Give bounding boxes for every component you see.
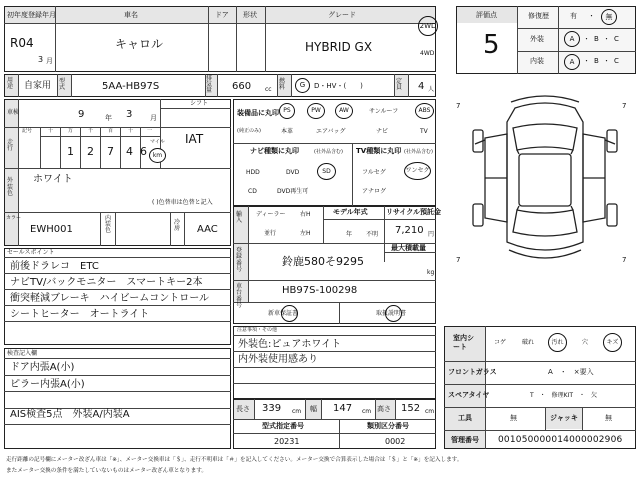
length-unit: cm xyxy=(292,408,302,415)
purpose-value: 自家用 xyxy=(24,81,52,91)
import-parallel: 並行 xyxy=(264,230,277,237)
inspection-month: 3 xyxy=(126,109,133,120)
tv-type-label: TV種類に丸印 xyxy=(356,147,402,155)
jack-label: ジャッキ xyxy=(550,414,578,422)
seat-option-yabure: 破れ xyxy=(522,339,535,346)
chassis-value: HB97S-100298 xyxy=(282,285,358,296)
manual: 取扱説明書 xyxy=(376,310,407,317)
degree-dot: ・ xyxy=(588,12,595,20)
width-label: 幅 xyxy=(310,405,317,413)
fuel-options: D・HV・( ) xyxy=(314,82,363,90)
recycle-label: リサイクル預託金 xyxy=(386,208,442,216)
capacity-value: 4 xyxy=(418,81,425,92)
seat-option-ana: 穴 xyxy=(582,339,589,346)
person-unit: 人 xyxy=(428,86,435,93)
cc-unit: cc xyxy=(265,86,272,93)
tool-label: 工具 xyxy=(458,414,472,422)
first-reg-label: 初年度登録年月 xyxy=(7,11,56,19)
first-reg-month: 3 xyxy=(38,55,44,64)
color-code-label: カラー xyxy=(6,215,22,221)
sunroof-label: サンルーフ xyxy=(369,108,399,115)
place-label-5: 一 xyxy=(147,128,153,134)
exterior-color-label: 外装色 xyxy=(7,177,14,198)
pw-circled: PW xyxy=(307,103,325,119)
model-year-label: モデル年式 xyxy=(333,208,368,216)
displacement-value: 660 xyxy=(232,81,252,92)
model-year-unknown: 不明 xyxy=(366,231,379,238)
aw-circled: AW xyxy=(335,103,353,119)
plate-label: 登録番号 xyxy=(236,247,243,273)
height-value: 152 xyxy=(401,403,421,414)
inspector-line-0: ドア内張A(小) xyxy=(10,362,75,373)
type-code-value: 20231 xyxy=(274,437,300,446)
diagram-mark-rear-left: 7 xyxy=(456,256,461,264)
leather-label: 本革 xyxy=(281,128,294,135)
mileage-digit-1: 2 xyxy=(87,145,94,158)
tv-type-note: (社外品含む) xyxy=(404,149,433,155)
inspection-year-unit: 年 xyxy=(105,114,112,122)
month-unit: 月 xyxy=(46,57,53,65)
type-code-label: 型式指定番号 xyxy=(262,422,304,430)
length-label: 長さ xyxy=(236,405,250,413)
width-value: 147 xyxy=(333,403,353,414)
inspection-year: 9 xyxy=(78,109,85,120)
tv-oneseg-circled: ワンセグ xyxy=(404,162,431,180)
shape-label: 形状 xyxy=(243,11,257,19)
tv-label: TV xyxy=(420,128,428,135)
place-label-0: 十 xyxy=(48,128,54,134)
car-name: キャロル xyxy=(115,37,164,51)
navi-type-label: ナビ種類に丸印 xyxy=(250,147,299,155)
notes-label: 注意事項・その他 xyxy=(237,327,278,333)
door-label: ドア xyxy=(215,11,229,19)
drive-2wd-circled: 2WD xyxy=(418,16,438,36)
grade-value: HYBRID GX xyxy=(305,40,373,54)
inspection-month-unit: 月 xyxy=(150,114,157,122)
tv-analog: アナログ xyxy=(362,188,387,195)
fuel-g-circled: G xyxy=(295,78,310,93)
ac-value: AAC xyxy=(197,224,218,235)
import-right-hand: 右H xyxy=(300,211,311,218)
car-name-label: 車名 xyxy=(124,11,138,19)
seat-option-kizu-circled: キズ xyxy=(603,333,622,352)
vehicle-damage-diagram xyxy=(455,92,636,270)
shift-value: IAT xyxy=(185,132,204,146)
selling-point-line-2: 衝突軽減ブレーキ ハイビームコントロール xyxy=(10,293,209,304)
abs-circled: ABS xyxy=(415,103,434,119)
interior-grade-a-circled: A xyxy=(564,54,580,70)
selling-point-line-0: 前後ドラレコ ETC xyxy=(10,261,99,272)
displacement-label: 排気量 xyxy=(206,75,213,94)
ac-label: 冷房 xyxy=(174,219,181,232)
score-label: 評価点 xyxy=(476,11,497,19)
selling-point-line-3: シートヒーター オートライト xyxy=(10,309,150,320)
capacity-label: 定員 xyxy=(396,78,403,91)
model-value: 5AA-HB97S xyxy=(102,81,160,92)
mileage-code-label: 記号 xyxy=(22,128,33,134)
navi-cd: CD xyxy=(248,188,257,195)
drive-4wd: 4WD xyxy=(420,50,435,57)
exterior-dot-1: ・ xyxy=(583,35,590,43)
place-label-2: 千 xyxy=(88,128,94,134)
notes-line-0: 外装色:ピュアホワイト xyxy=(238,339,342,350)
degree-yes: 有 xyxy=(570,12,577,20)
selling-points-label: セールスポイント xyxy=(7,249,55,256)
ps-circled: PS xyxy=(279,103,295,119)
chassis-label: 車台番号 xyxy=(236,283,243,309)
windshield-label: フロントガラス xyxy=(448,368,497,376)
unit-km-circled: km xyxy=(149,148,166,163)
import-dealer: ディーラー xyxy=(256,211,286,218)
interior-grade-c: C xyxy=(614,57,619,65)
mileage-digit-4: 6 xyxy=(140,145,147,158)
jack-value: 無 xyxy=(605,414,612,422)
tv-fullseg: フルセグ xyxy=(362,169,386,176)
place-label-3: 百 xyxy=(108,128,114,134)
mileage-label: 走行 xyxy=(7,139,14,152)
recycle-amount: 7,210 xyxy=(395,225,424,236)
length-value: 339 xyxy=(262,403,282,414)
kg-unit: kg xyxy=(427,269,435,276)
class-code-label: 類別区分番号 xyxy=(367,422,409,430)
exterior-grade-c: C xyxy=(614,35,619,43)
navi-sd-circled: SD xyxy=(317,163,336,180)
seat-label: 室内シート xyxy=(453,334,474,352)
degree-label: 修復歴 xyxy=(528,12,549,20)
grade-label: グレード xyxy=(328,11,356,19)
airbag-label: エアバッグ xyxy=(316,128,346,135)
manage-number-value: 001050000014000002906 xyxy=(498,435,623,445)
notes-line-1: 内外装使用感あり xyxy=(238,354,318,365)
diagram-mark-front-left: 7 xyxy=(456,102,461,110)
mileage-digit-2: 7 xyxy=(107,145,114,158)
mileage-digit-3: 4 xyxy=(126,145,133,158)
interior-dot-2: ・ xyxy=(603,57,610,65)
model-year-unit: 年 xyxy=(346,231,353,238)
exterior-dot-2: ・ xyxy=(603,35,610,43)
height-label: 高さ xyxy=(377,405,391,413)
diagram-mark-rear-right: 7 xyxy=(622,256,627,264)
seat-option-koge: コゲ xyxy=(494,339,507,346)
navi-dvd: DVD xyxy=(286,169,300,176)
manage-number-label: 管理番号 xyxy=(451,436,479,444)
yen-unit: 円 xyxy=(428,231,435,238)
equipment-title: 装備品に丸印 xyxy=(237,109,279,117)
interior-color-label: 内装色 xyxy=(105,215,112,234)
spare-tire-label: スペアタイヤ xyxy=(448,391,490,399)
exterior-label: 外装 xyxy=(530,35,544,43)
inspector-line-1: ピラー内張A(小) xyxy=(10,379,85,390)
tool-value: 無 xyxy=(510,414,517,422)
first-reg-year: R04 xyxy=(10,36,34,50)
import-left-hand: 左H xyxy=(300,230,311,237)
exterior-grade-a-circled: A xyxy=(564,31,580,47)
exterior-color-value: ホワイト xyxy=(33,174,73,185)
color-note: ( )色替車は色替と記入 xyxy=(152,199,213,206)
windshield-value: A ・ ×要入 xyxy=(548,368,594,376)
footer-line-2: またメーター交換の条件を満たしていないものはメーター改ざん車となります。 xyxy=(6,468,207,474)
score-value: 5 xyxy=(483,30,500,60)
fuel-label: 燃料 xyxy=(279,78,286,91)
height-unit: cm xyxy=(425,408,435,415)
warranty-book: 新車保証書 xyxy=(268,310,299,317)
selling-point-line-1: ナビTV/バックモニター スマートキー2本 xyxy=(10,277,203,288)
inspector-label: 検査記入欄 xyxy=(7,350,38,357)
mileage-digit-0: 1 xyxy=(67,145,74,158)
plate-value: 鈴鹿580そ9295 xyxy=(282,255,364,268)
spare-tire-value: T ・ 修理KIT ・ 欠 xyxy=(530,392,598,399)
interior-label: 内装 xyxy=(530,57,544,65)
seat-option-yogore-circled: 汚れ xyxy=(548,333,567,352)
exterior-grade-b: B xyxy=(594,35,599,43)
shift-label: シフト xyxy=(190,100,209,107)
degree-none-circled: 無 xyxy=(601,9,617,25)
navi-type-note: (社外品含む) xyxy=(314,149,343,155)
navi-hdd: HDD xyxy=(246,169,260,176)
color-code-value: EWH001 xyxy=(30,224,73,235)
place-label-4: 十 xyxy=(128,128,134,134)
navi-dvd-play: DVD再生可 xyxy=(277,188,309,195)
inspection-label: 車検 xyxy=(7,109,20,116)
equipment-subtitle: (純正のみ) xyxy=(237,128,261,134)
model-label: 型式 xyxy=(59,78,66,91)
footer-line-1: 走行距離の記号欄にメーター改ざん車は「※」、メーター交換車は「＄」、走行不明車は「＃」を記入してください。メーター交換で合算表示した場合は「＄」と「※」を記入します。 xyxy=(6,457,463,463)
inspector-line-2: AIS検査5点 外装A/内装A xyxy=(10,409,130,420)
diagram-mark-front-right: 7 xyxy=(622,102,627,110)
class-code-value: 0002 xyxy=(385,437,406,446)
interior-grade-b: B xyxy=(594,57,599,65)
interior-dot-1: ・ xyxy=(583,57,590,65)
unit-mile: マイル xyxy=(150,139,165,145)
place-label-1: 万 xyxy=(68,128,74,134)
width-unit: cm xyxy=(362,408,372,415)
import-label: 輸入 xyxy=(236,211,243,224)
navi-label: ナビ xyxy=(376,128,389,135)
max-load-label: 最大積載量 xyxy=(391,244,426,252)
purpose-label: 用途 xyxy=(7,77,14,90)
